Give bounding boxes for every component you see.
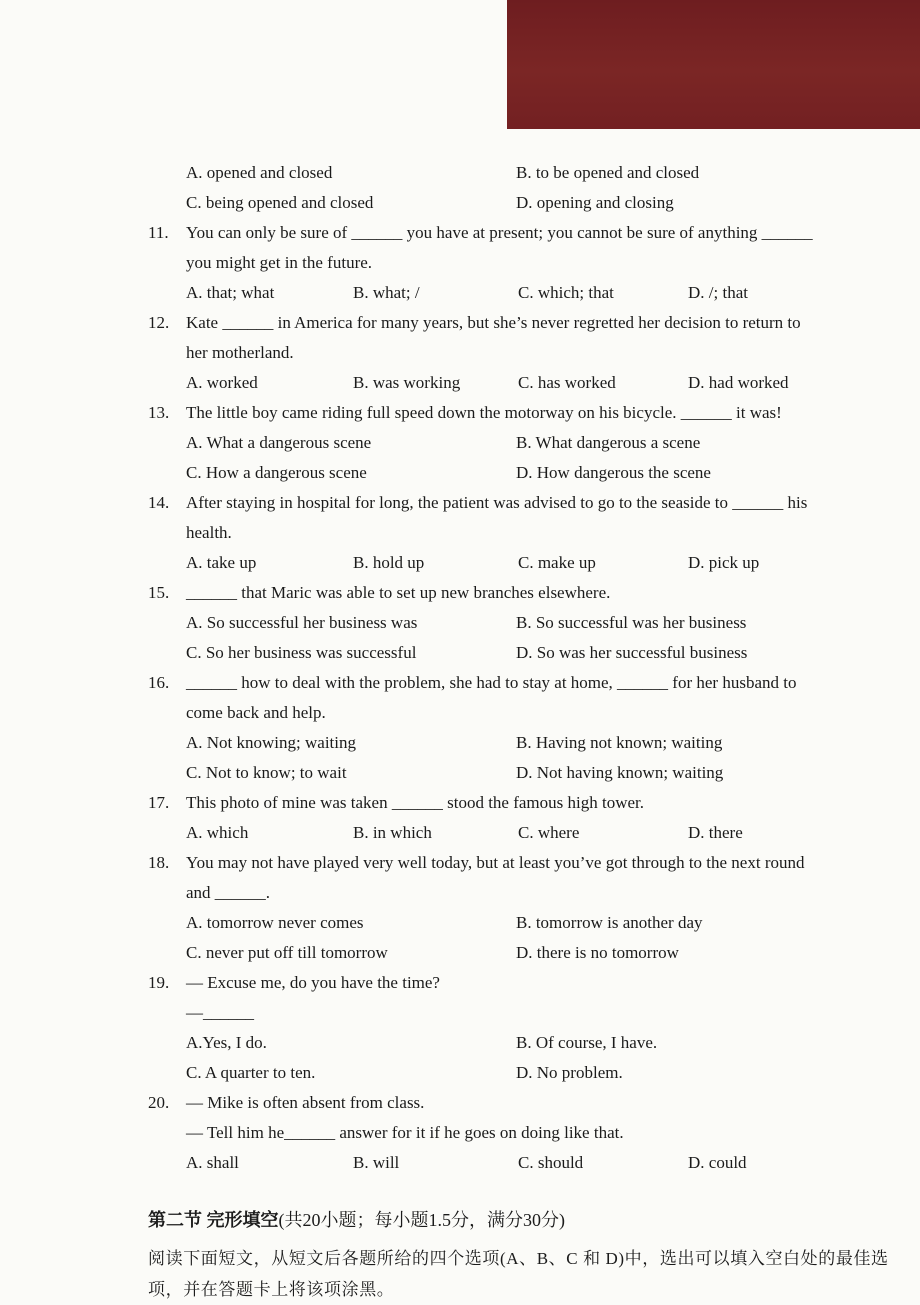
question-line	[186, 878, 874, 908]
option-a: A. So successful her business was	[186, 613, 418, 632]
scan-artifact-block	[507, 0, 920, 129]
question-number: 20.	[148, 1093, 170, 1112]
options-row	[186, 278, 874, 308]
option-b: B. will	[353, 1153, 400, 1172]
option-b: B. to be opened and closed	[516, 163, 700, 182]
question-number: 15.	[148, 583, 170, 602]
option-d: D. pick up	[688, 553, 760, 572]
option-b: B. was working	[353, 373, 461, 392]
option-c: C. A quarter to ten.	[186, 1063, 316, 1082]
question-line	[148, 578, 874, 608]
question-number: 11.	[148, 223, 169, 242]
question-text: and ______.	[186, 883, 271, 902]
options-row	[186, 548, 874, 578]
question-number: 17.	[148, 793, 170, 812]
question-line	[186, 698, 874, 728]
option-c: C. being opened and closed	[186, 193, 374, 212]
option-c: C. Not to know; to wait	[186, 763, 347, 782]
option-a: A. Not knowing; waiting	[186, 733, 356, 752]
options-row	[186, 1058, 874, 1088]
options-row	[186, 428, 874, 458]
question-text: Kate ______ in America for many years, but she’s never regretted her decision to return to	[186, 313, 801, 332]
question-line	[186, 338, 874, 368]
question-line	[148, 218, 874, 248]
option-d: D. Not having known; waiting	[516, 763, 724, 782]
option-d: D. opening and closing	[516, 193, 674, 212]
question-line	[148, 788, 874, 818]
option-a: A. What a dangerous scene	[186, 433, 372, 452]
question-18	[148, 848, 874, 968]
question-number: 12.	[148, 313, 170, 332]
question-text: You can only be sure of ______ you have at present; you cannot be sure of anything ______	[186, 223, 813, 242]
question-text: ______ that Maric was able to set up new branches elsewhere.	[186, 583, 611, 602]
question-text: come back and help.	[186, 703, 326, 722]
question-line	[148, 1088, 874, 1118]
option-b: B. What dangerous a scene	[516, 433, 701, 452]
question-line	[148, 848, 874, 878]
option-d: D. How dangerous the scene	[516, 463, 711, 482]
question-line	[186, 1118, 874, 1148]
question-line	[186, 998, 874, 1028]
question-number: 16.	[148, 673, 170, 692]
question-14	[148, 488, 874, 578]
question-text: —______	[186, 1003, 254, 1022]
question-text: After staying in hospital for long, the patient was advised to go to the seaside to ______ his	[186, 493, 808, 512]
options-row	[186, 1028, 874, 1058]
question-11	[148, 218, 874, 308]
cloze-section-title: 第二节 完形填空	[148, 1210, 279, 1230]
option-a: A. tomorrow never comes	[186, 913, 364, 932]
option-a: A. opened and closed	[186, 163, 333, 182]
options-row	[186, 1148, 874, 1178]
option-c: C. which; that	[518, 283, 614, 302]
question-text: — Excuse me, do you have the time?	[186, 973, 440, 992]
option-c: C. So her business was successful	[186, 643, 417, 662]
option-c: C. has worked	[518, 373, 616, 392]
options-row	[186, 758, 874, 788]
option-c: C. never put off till tomorrow	[186, 943, 388, 962]
question-12	[148, 308, 874, 398]
option-d: D. /; that	[688, 283, 748, 302]
cloze-section-meta: (共20小题；每小题1.5分，满分30分)	[278, 1210, 565, 1230]
question-line	[148, 668, 874, 698]
option-d: D. had worked	[688, 373, 789, 392]
question-line	[186, 518, 874, 548]
option-b: B. tomorrow is another day	[516, 913, 703, 932]
option-b: B. hold up	[353, 553, 425, 572]
option-b: B. So successful was her business	[516, 613, 747, 632]
question-line	[148, 398, 874, 428]
instruction-line-2: 项，并在答题卡上将该项涂黑。	[148, 1280, 395, 1299]
options-row	[186, 458, 874, 488]
option-b: B. Having not known; waiting	[516, 733, 723, 752]
option-a: A. that; what	[186, 283, 275, 302]
option-b: B. what; /	[353, 283, 420, 302]
instruction-line-1: 阅读下面短文，从短文后各题所给的四个选项(A、B、C 和 D)中，选出可以填入空白处的最佳选	[148, 1249, 889, 1268]
cloze-section-heading	[148, 1205, 874, 1235]
options-row	[186, 908, 874, 938]
option-d: D. there	[688, 823, 743, 842]
question-13	[148, 398, 874, 488]
question-text: you might get in the future.	[186, 253, 373, 272]
question-number: 13.	[148, 403, 170, 422]
question-20	[148, 1088, 874, 1178]
options-row	[186, 638, 874, 668]
option-c: C. make up	[518, 553, 596, 572]
option-c: C. should	[518, 1153, 584, 1172]
option-a: A. which	[186, 823, 249, 842]
question-number: 18.	[148, 853, 170, 872]
question-line	[186, 248, 874, 278]
option-d: D. there is no tomorrow	[516, 943, 679, 962]
question-17	[148, 788, 874, 848]
questions-list	[148, 218, 874, 1178]
question-text: — Tell him he______ answer for it if he goes on doing like that.	[186, 1123, 624, 1142]
option-a: A.Yes, I do.	[186, 1033, 267, 1052]
question-text: — Mike is often absent from class.	[186, 1093, 425, 1112]
question-16	[148, 668, 874, 788]
question-line	[148, 968, 874, 998]
options-row	[186, 368, 874, 398]
option-b: B. Of course, I have.	[516, 1033, 658, 1052]
carryover-options	[148, 158, 874, 218]
question-19	[148, 968, 874, 1088]
question-text: her motherland.	[186, 343, 294, 362]
question-number: 19.	[148, 973, 170, 992]
question-line	[148, 308, 874, 338]
option-c: C. How a dangerous scene	[186, 463, 367, 482]
exam-content	[148, 158, 889, 1305]
question-text: ______ how to deal with the problem, she had to stay at home, ______ for her husband to	[186, 673, 797, 692]
question-line	[148, 488, 874, 518]
options-row	[186, 818, 874, 848]
options-row	[186, 728, 874, 758]
options-row	[186, 188, 874, 218]
option-b: B. in which	[353, 823, 432, 842]
question-text: You may not have played very well today, but at least you’ve got through to the next round	[186, 853, 805, 872]
option-a: A. worked	[186, 373, 258, 392]
options-row	[186, 608, 874, 638]
option-d: D. So was her successful business	[516, 643, 748, 662]
options-row	[186, 158, 874, 188]
option-c: C. where	[518, 823, 580, 842]
question-number: 14.	[148, 493, 170, 512]
option-d: D. No problem.	[516, 1063, 623, 1082]
option-d: D. could	[688, 1153, 747, 1172]
question-text: health.	[186, 523, 232, 542]
options-row	[186, 938, 874, 968]
question-text: This photo of mine was taken ______ stood the famous high tower.	[186, 793, 644, 812]
option-a: A. shall	[186, 1153, 239, 1172]
question-15	[148, 578, 874, 668]
option-a: A. take up	[186, 553, 257, 572]
cloze-section-instructions	[148, 1243, 889, 1305]
question-text: The little boy came riding full speed down the motorway on his bicycle. ______ it was!	[186, 403, 782, 422]
